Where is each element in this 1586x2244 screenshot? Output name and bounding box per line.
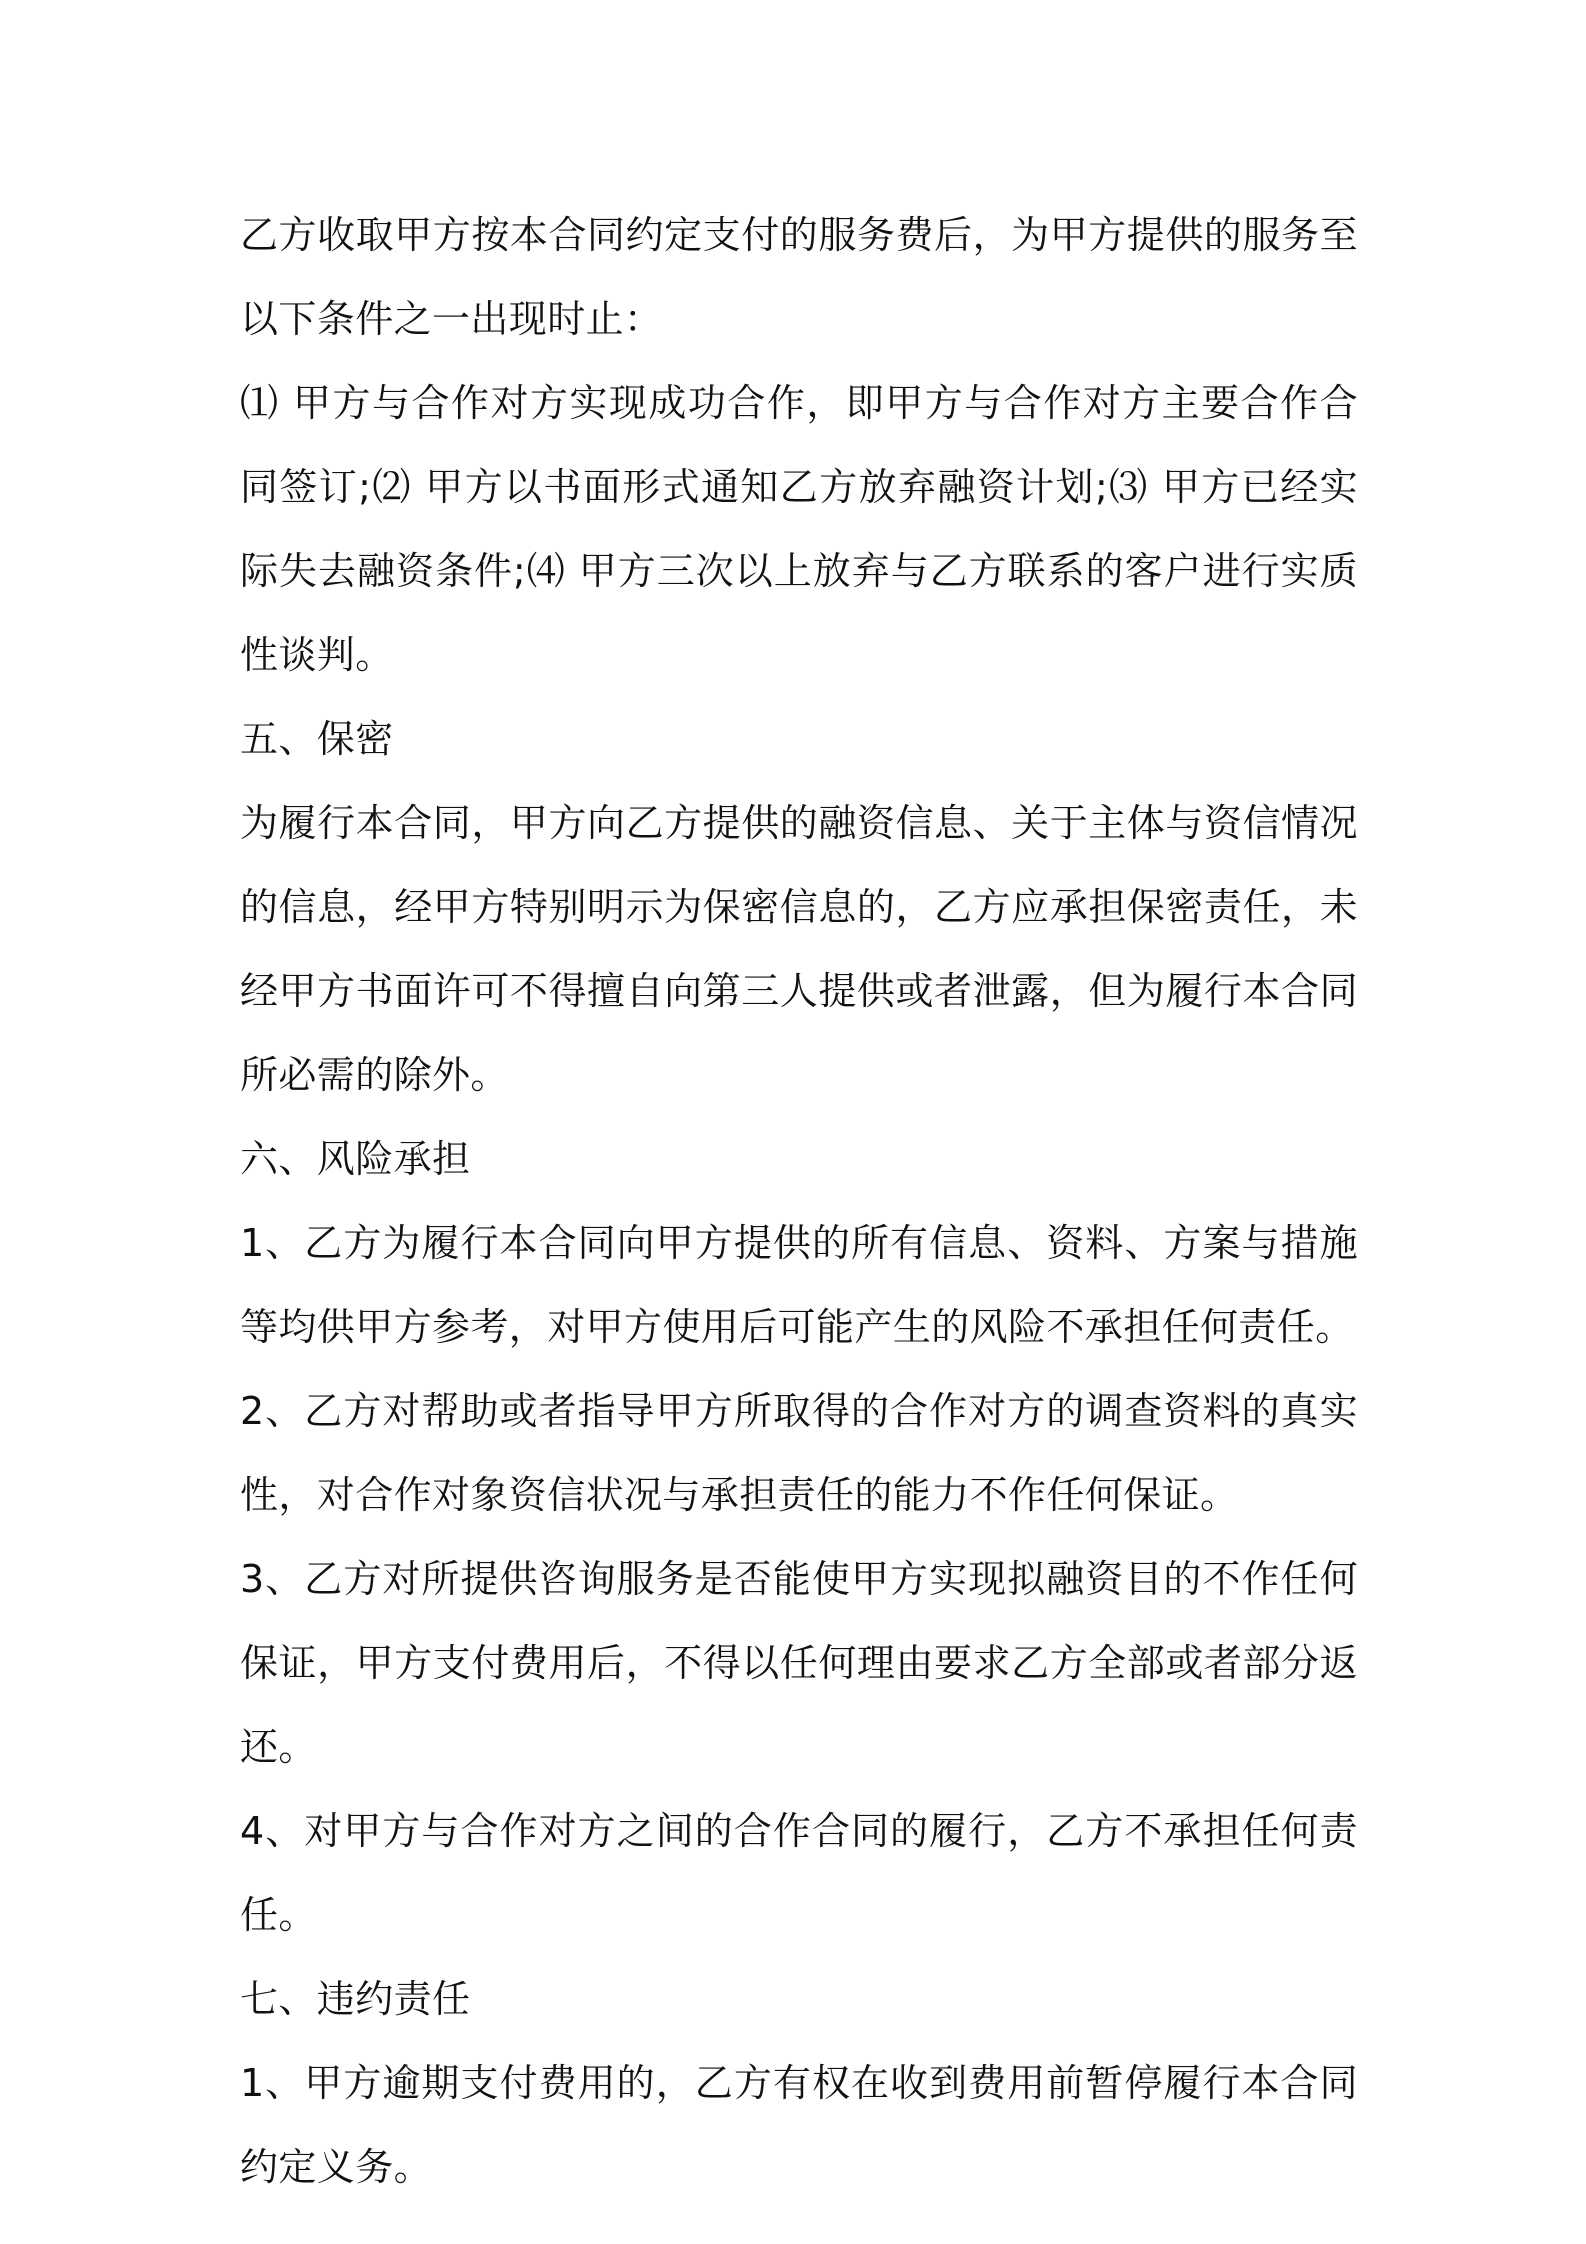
service-term-paragraph: 乙方收取甲方按本合同约定支付的服务费后，为甲方提供的服务至以下条件之一出现时止： (240, 213, 1358, 341)
risk-clause-1: 1、乙方为履行本合同向甲方提供的所有信息、资料、方案与措施等均供甲方参考，对甲方使用后可能产生的风险不承担任何责任。 (240, 1221, 1358, 1349)
document-body (240, 193, 1358, 2209)
section-heading-breach: 七、违约责任 (240, 1977, 471, 2021)
risk-clause-2: 2、乙方对帮助或者指导甲方所取得的合作对方的调查资料的真实性，对合作对象资信状况与承担责任的能力不作任何保证。 (240, 1389, 1358, 1517)
risk-clause-3: 3、乙方对所提供咨询服务是否能使甲方实现拟融资目的不作任何保证，甲方支付费用后，不得以任何理由要求乙方全部或者部分返还。 (240, 1557, 1358, 1769)
risk-clause-4: 4、对甲方与合作对方之间的合作合同的履行，乙方不承担任何责任。 (240, 1809, 1358, 1937)
section-heading-risk: 六、风险承担 (240, 1137, 471, 1181)
section-heading-confidentiality: 五、保密 (240, 717, 394, 761)
service-end-conditions-paragraph: ⑴ 甲方与合作对方实现成功合作，即甲方与合作对方主要合作合同签订;⑵ 甲方以书面形式通知乙方放弃融资计划;⑶ 甲方已经实际失去融资条件;⑷ 甲方三次以上放弃与乙方联系的客户进行实质性谈判。 (240, 381, 1358, 677)
breach-clause-1: 1、甲方逾期支付费用的，乙方有权在收到费用前暂停履行本合同约定义务。 (240, 2061, 1358, 2189)
confidentiality-paragraph: 为履行本合同，甲方向乙方提供的融资信息、关于主体与资信情况的信息，经甲方特别明示为保密信息的，乙方应承担保密责任，未经甲方书面许可不得擅自向第三人提供或者泄露，但为履行本合同所必需的除外。 (240, 801, 1358, 1097)
